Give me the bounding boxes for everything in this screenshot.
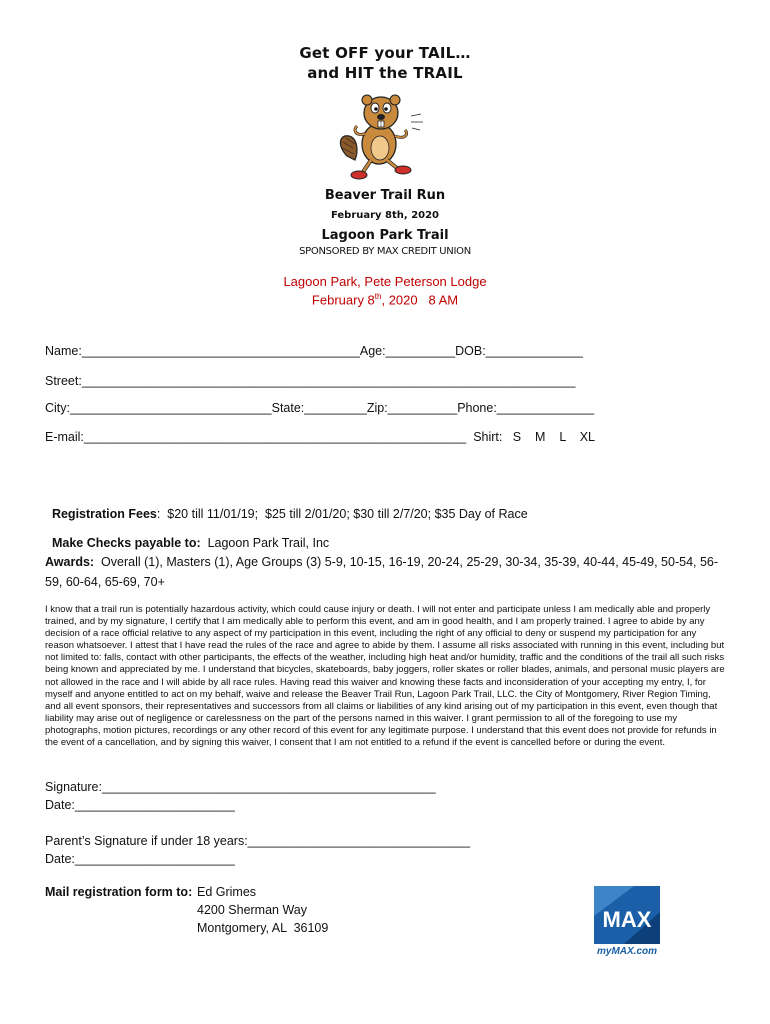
city-state-zip-phone-field[interactable]: City:_____________________________State:_________Zip:__________Phone:______________ — [45, 401, 595, 415]
checks-text: Lagoon Park Trail, Inc — [200, 536, 330, 550]
email-shirt-field[interactable]: E-mail:_______________________________________________________ Shirt: S M L XL — [45, 430, 595, 444]
headline-line-1: Get OFF your TAIL… — [299, 44, 471, 62]
mail-city: Montgomery, AL 36109 — [197, 921, 329, 935]
event-name: Beaver Trail Run — [324, 188, 446, 203]
location-line: Lagoon Park, Pete Peterson Lodge — [283, 274, 487, 289]
awards — [45, 552, 725, 592]
sponsor-line: SPONSORED BY MAX CREDIT UNION — [299, 246, 471, 257]
max-logo — [594, 886, 660, 944]
location-date-sup: th — [374, 292, 382, 301]
name-age-dob-field[interactable]: Name:________________________________________Age:__________DOB:______________ — [45, 344, 584, 358]
signature-field[interactable]: Signature:________________________________________________ — [45, 780, 436, 794]
street-field[interactable]: Street:_______________________________________________________________________ — [45, 374, 576, 388]
max-logo-url[interactable]: myMAX.com — [596, 946, 657, 957]
headline-line-2: and HIT the TRAIL — [307, 64, 463, 82]
parent-signature-field[interactable]: Parent’s Signature if under 18 years:________________________________ — [45, 834, 471, 848]
fees-label: Registration Fees — [51, 507, 157, 521]
event-date: February 8th, 2020 — [330, 210, 440, 221]
location-date — [0, 292, 770, 307]
date-field-1[interactable]: Date:_______________________ — [45, 798, 235, 812]
beaver-mascot-illustration — [335, 86, 430, 186]
checks-payable — [45, 522, 329, 550]
mail-street: 4200 Sherman Way — [197, 903, 308, 917]
awards-text: Overall (1), Masters (1), Age Groups (3) 5-9, 10-15, 16-19, 20-24, 25-29, 30-34, 35-39, 40-44, 45-49, 50-54, 56-59, 60-64, 65-69, 70+ — [45, 555, 719, 589]
event-venue: Lagoon Park Trail — [321, 228, 449, 243]
fees-text: : $20 till 11/01/19; $25 till 2/01/20; $30 till 2/7/20; $35 Day of Race — [156, 507, 528, 521]
location-date-suffix: , 2020 8 AM — [381, 292, 459, 308]
date-field-2[interactable]: Date:_______________________ — [45, 852, 235, 866]
waiver-text: I know that a trail run is potentially hazardous activity, which could cause injury or death. I will not enter and participate unless I am medically able and properly trained, and by my signature, I certify that I am medically able to perform this event, and am in good health, and I am properly trained. I agree to abide by any decision of a race official relative to any aspect of my participation in this event, including the right of any official to deny or suspend my participation for any reason whatsoever. I attest that I have read the rules of the race and agree to abide by them. I assume all risks associated with running in this event, including but not limited to: falls, contact with other participants, the effects of the weather, including high heat and/or humidity, traffic and the conditions of the trail all such risks being known and appreciated by me. I understand that bicycles, skateboards, baby joggers, roller skates or roller blades, animals, and personal music players are not allowed in the race and I will abide by all race rules. Having read this waiver and knowing these facts and inconsideration of your accepting my entry, I, for myself and anyone entitled to act on my behalf, waive and release the Beaver Trail Run, Lagoon Park Trail, LLC. the City of Montgomery, River Region Timing, and all event sponsors, their representatives and successors from all claims or liabilities of any kind arising out of my participation in this event, even though that liability may arise out of negligence or carelessness on the part of the persons named in this waiver. I grant permission to all of the foregoing to use my photographs, motion pictures, recordings or any other record of this event for any legitimate purpose. I understand that this event does not provide for refunds in the event of a cancellation, and by signing this waiver, I consent that I am not entitled to a refund if the event is cancelled before or during the event. — [45, 604, 725, 749]
awards-label: Awards: — [45, 555, 95, 569]
mail-name: Ed Grimes — [197, 885, 257, 899]
registration-fees — [45, 493, 735, 521]
checks-label: Make Checks payable to: — [51, 536, 201, 550]
mail-label: Mail registration form to: — [45, 885, 193, 899]
max-logo-text: MAX — [602, 907, 652, 932]
location-date-prefix: February 8 — [311, 292, 375, 308]
